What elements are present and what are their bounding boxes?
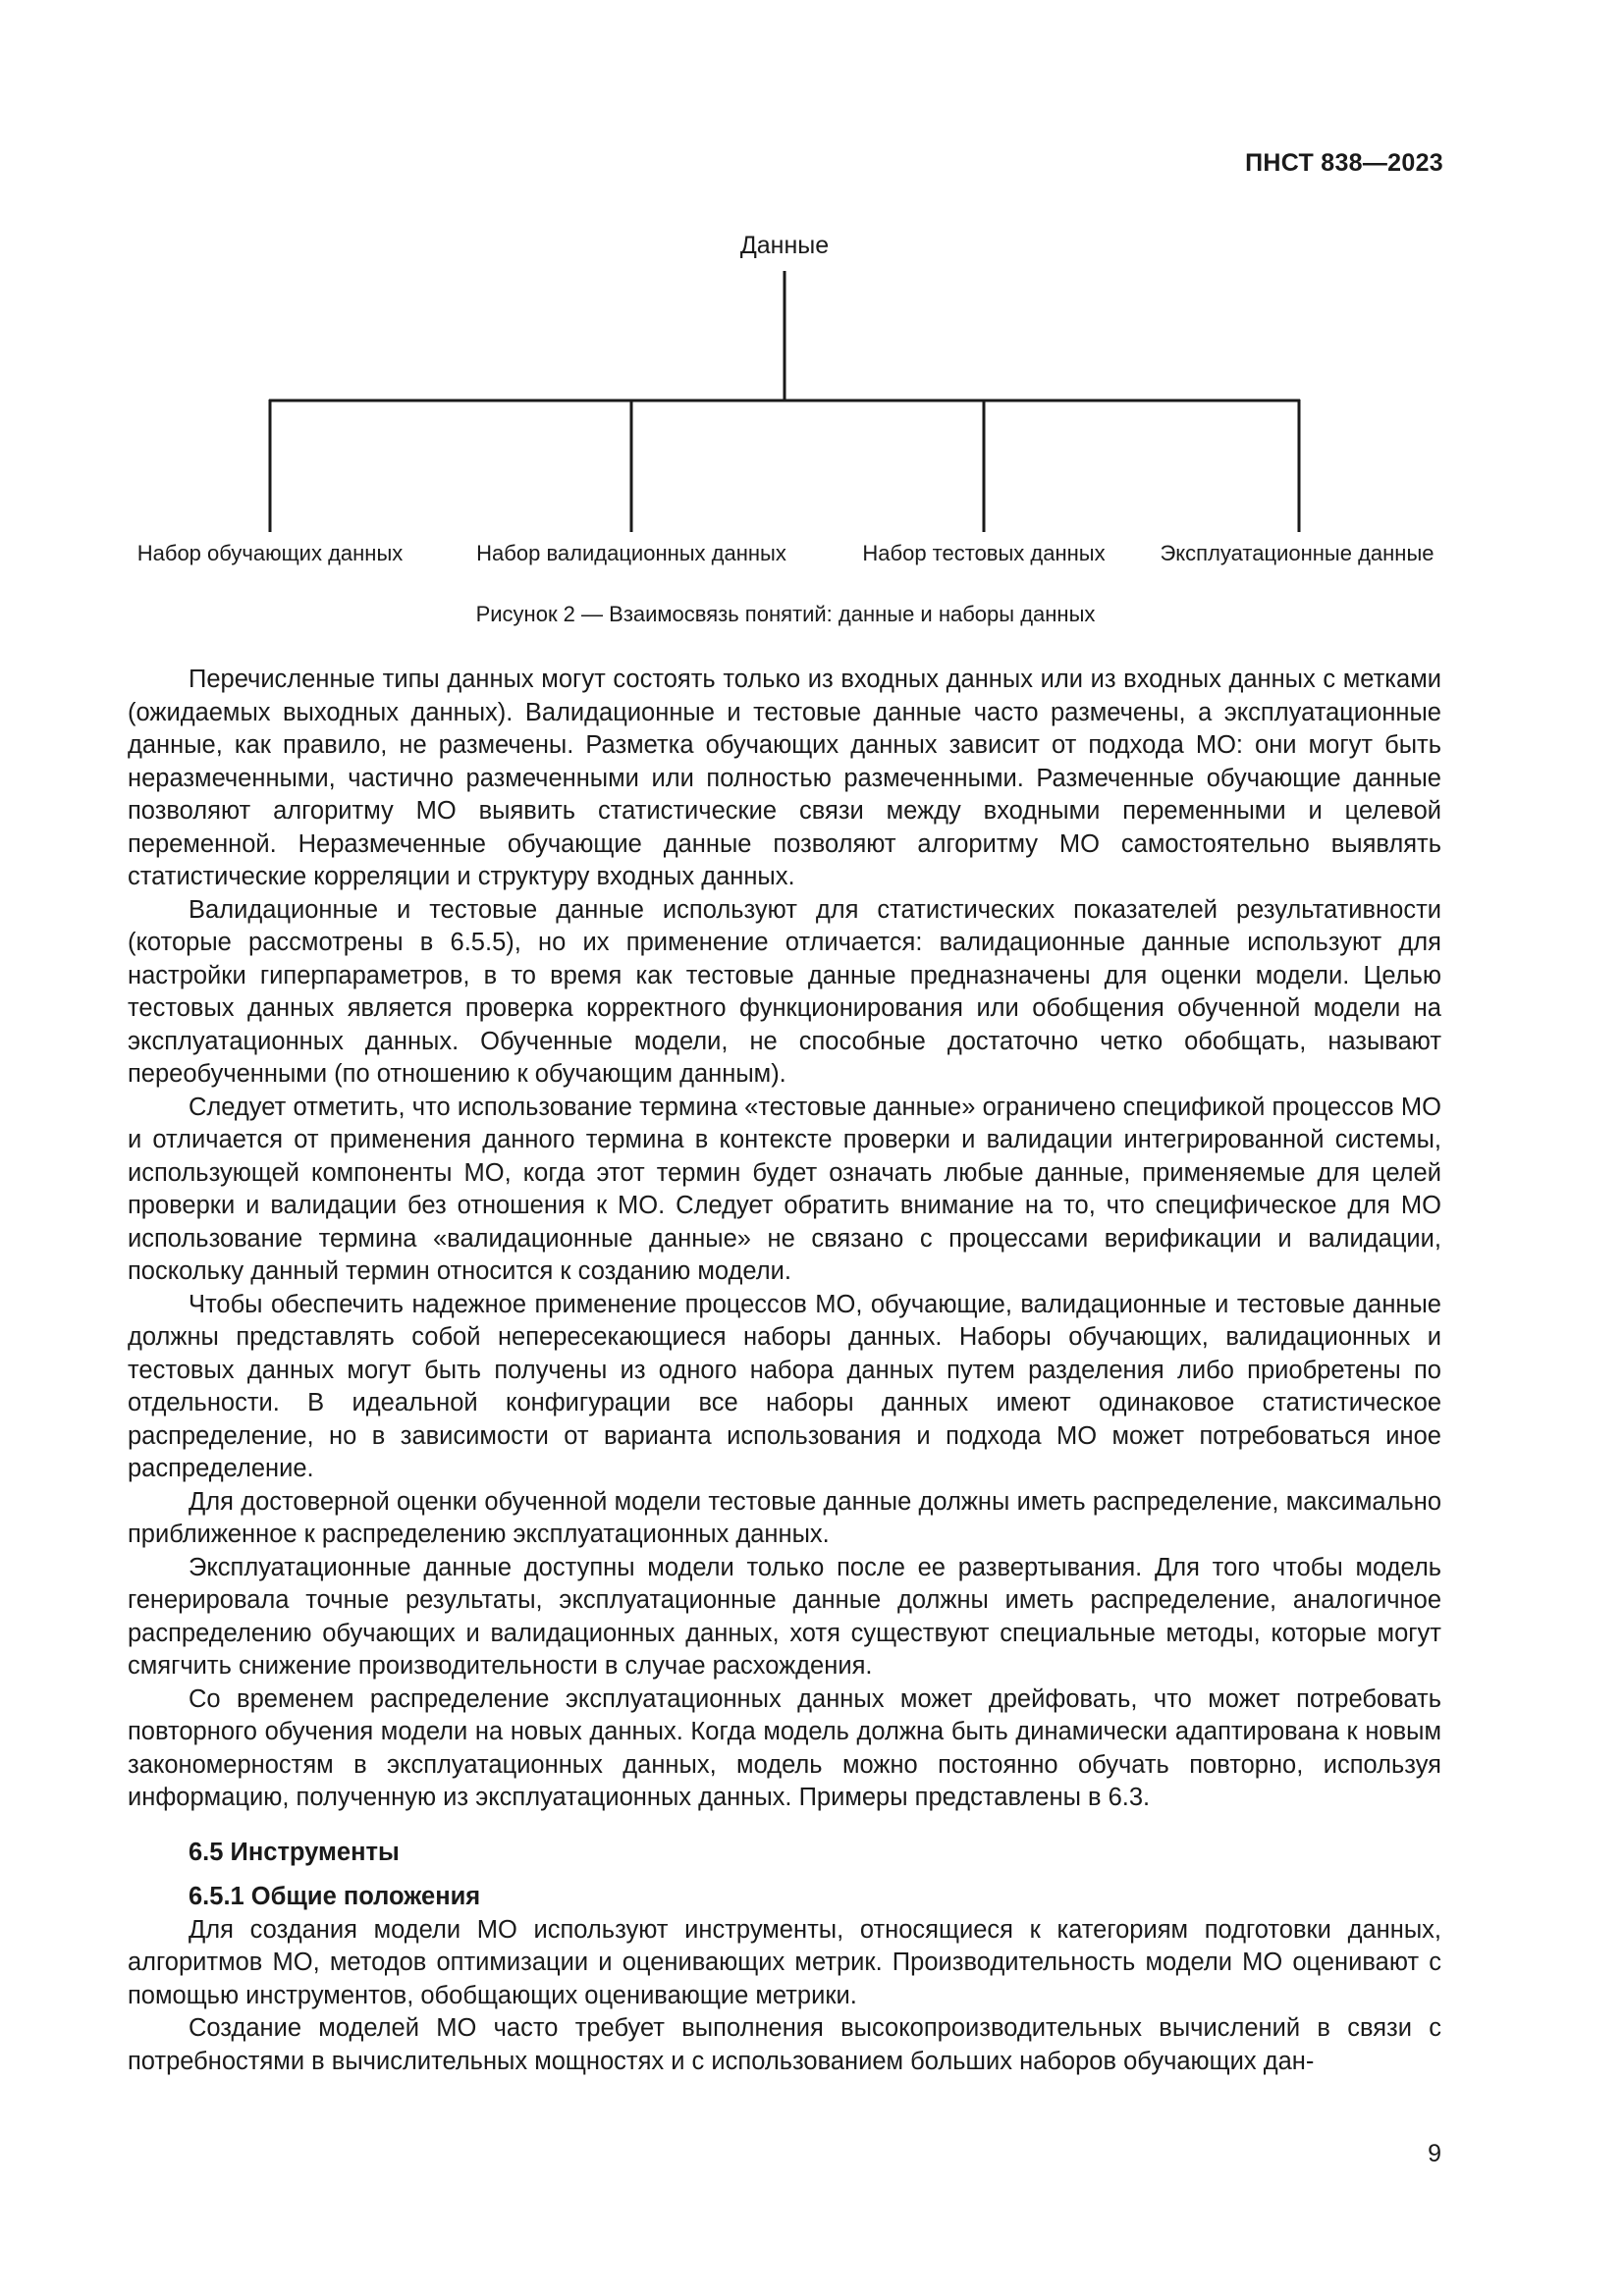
diagram-child-label: Набор тестовых данных bbox=[862, 541, 1106, 565]
paragraph: Создание моделей МО часто требует выполнения высокопроизводительных вычислений в связи с потребностями в вычислительных мощностях и с использованием больших наборов обучающих дан- bbox=[128, 2014, 1441, 2075]
paragraph: Перечисленные типы данных могут состоять только из входных данных или из входных данных с метками (ожидаемых выходных данных). Валидационные и тестовые данные часто размечены, а эксплуатационные данные, как правило, не размечены. Разметка обучающих данных зависит от подхода МО: они могут быть неразмеченными, частично размеченными или полностью размеченными. Размеченные обучающие данные позволяют алгоритму МО выявить статистические связи между входными переменными и целевой переменной. Неразмеченные обучающие данные позволяют алгоритму МО самостоятельно выявлять статистические корреляции и структуру входных данных. bbox=[128, 666, 1441, 890]
body-text bbox=[128, 664, 1441, 2078]
paragraph: Валидационные и тестовые данные используют для статистических показателей результативности (которые рассмотрены в 6.5.5), но их применение отличается: валидационные данные используют для настройки гиперпараметров, в то время как тестовые данные предназначены для оценки модели. Целью тестовых данных является проверка корректного функционирования или обобщения обученной модели на эксплуатационных данных. Обученные модели, не способные достаточно четко обобщать, называют переобученными (по отношению к обучающим данным). bbox=[128, 895, 1441, 1088]
subsection-heading: 6.5.1 Общие положения bbox=[189, 1883, 481, 1910]
diagram-child-label: Эксплуатационные данные bbox=[1160, 541, 1435, 565]
section-heading: 6.5 Инструменты bbox=[189, 1838, 400, 1866]
diagram-child-label: Набор валидационных данных bbox=[476, 541, 786, 565]
paragraph: Для создания модели МО используют инструменты, относящиеся к категориям подготовки данных, алгоритмов МО, методов оптимизации и оценивающих метрик. Производительность модели МО оценивают с помощью инструментов, обобщающих оценивающие метрики. bbox=[128, 1915, 1441, 2009]
paragraph: Следует отметить, что использование термина «тестовые данные» ограничено спецификой процессов МО и отличается от применения данного термина в контексте проверки и валидации интегрированной системы, использующей компоненты МО, когда этот термин будет означать любые данные, применяемые для целей проверки и валидации без отношения к МО. Следует обратить внимание на то, что специфическое для МО использование термина «валидационные данные» не связано с процессами верификации и валидации, поскольку данный термин относится к созданию модели. bbox=[128, 1093, 1441, 1285]
diagram-root-label: Данные bbox=[739, 232, 830, 259]
diagram-child-label: Набор обучающих данных bbox=[136, 541, 404, 565]
figure-caption: Рисунок 2 — Взаимосвязь понятий: данные и наборы данных bbox=[475, 602, 1096, 626]
paragraph: Для достоверной оценки обученной модели тестовые данные должны иметь распределение, максимально приближенное к распределению эксплуатационных данных. bbox=[128, 1487, 1441, 1548]
paragraph: Со временем распределение эксплуатационных данных может дрейфовать, что может потребовать повторного обучения модели на новых данных. Когда модель должна быть динамически адаптирована к новым закономерностям в эксплуатационных данных, модель можно постоянно обучать повторно, используя информацию, полученную из эксплуатационных данных. Примеры представлены в 6.3. bbox=[128, 1684, 1441, 1811]
document-header: ПНСТ 838—2023 bbox=[1245, 149, 1443, 177]
data-hierarchy-diagram bbox=[0, 0, 1624, 589]
paragraph: Эксплуатационные данные доступны модели только после ее развертывания. Для того чтобы модель генерировала точные результаты, эксплуатационные данные должны иметь распределение, аналогичное распределению обучающих и валидационных данных, хотя существуют специальные методы, которые могут смягчить снижение производительности в случае расхождения. bbox=[128, 1553, 1441, 1680]
paragraph: Чтобы обеспечить надежное применение процессов МО, обучающие, валидационные и тестовые данные должны представлять собой непересекающиеся наборы данных. Наборы обучающих, валидационных и тестовых данных могут быть получены из одного набора данных путем разделения либо приобретены по отдельности. В идеальной конфигурации все наборы данных имеют одинаковое статистическое распределение, но в зависимости от варианта использования и подхода МО может потребоваться иное распределение. bbox=[128, 1290, 1441, 1482]
page-number: 9 bbox=[1428, 2140, 1441, 2167]
